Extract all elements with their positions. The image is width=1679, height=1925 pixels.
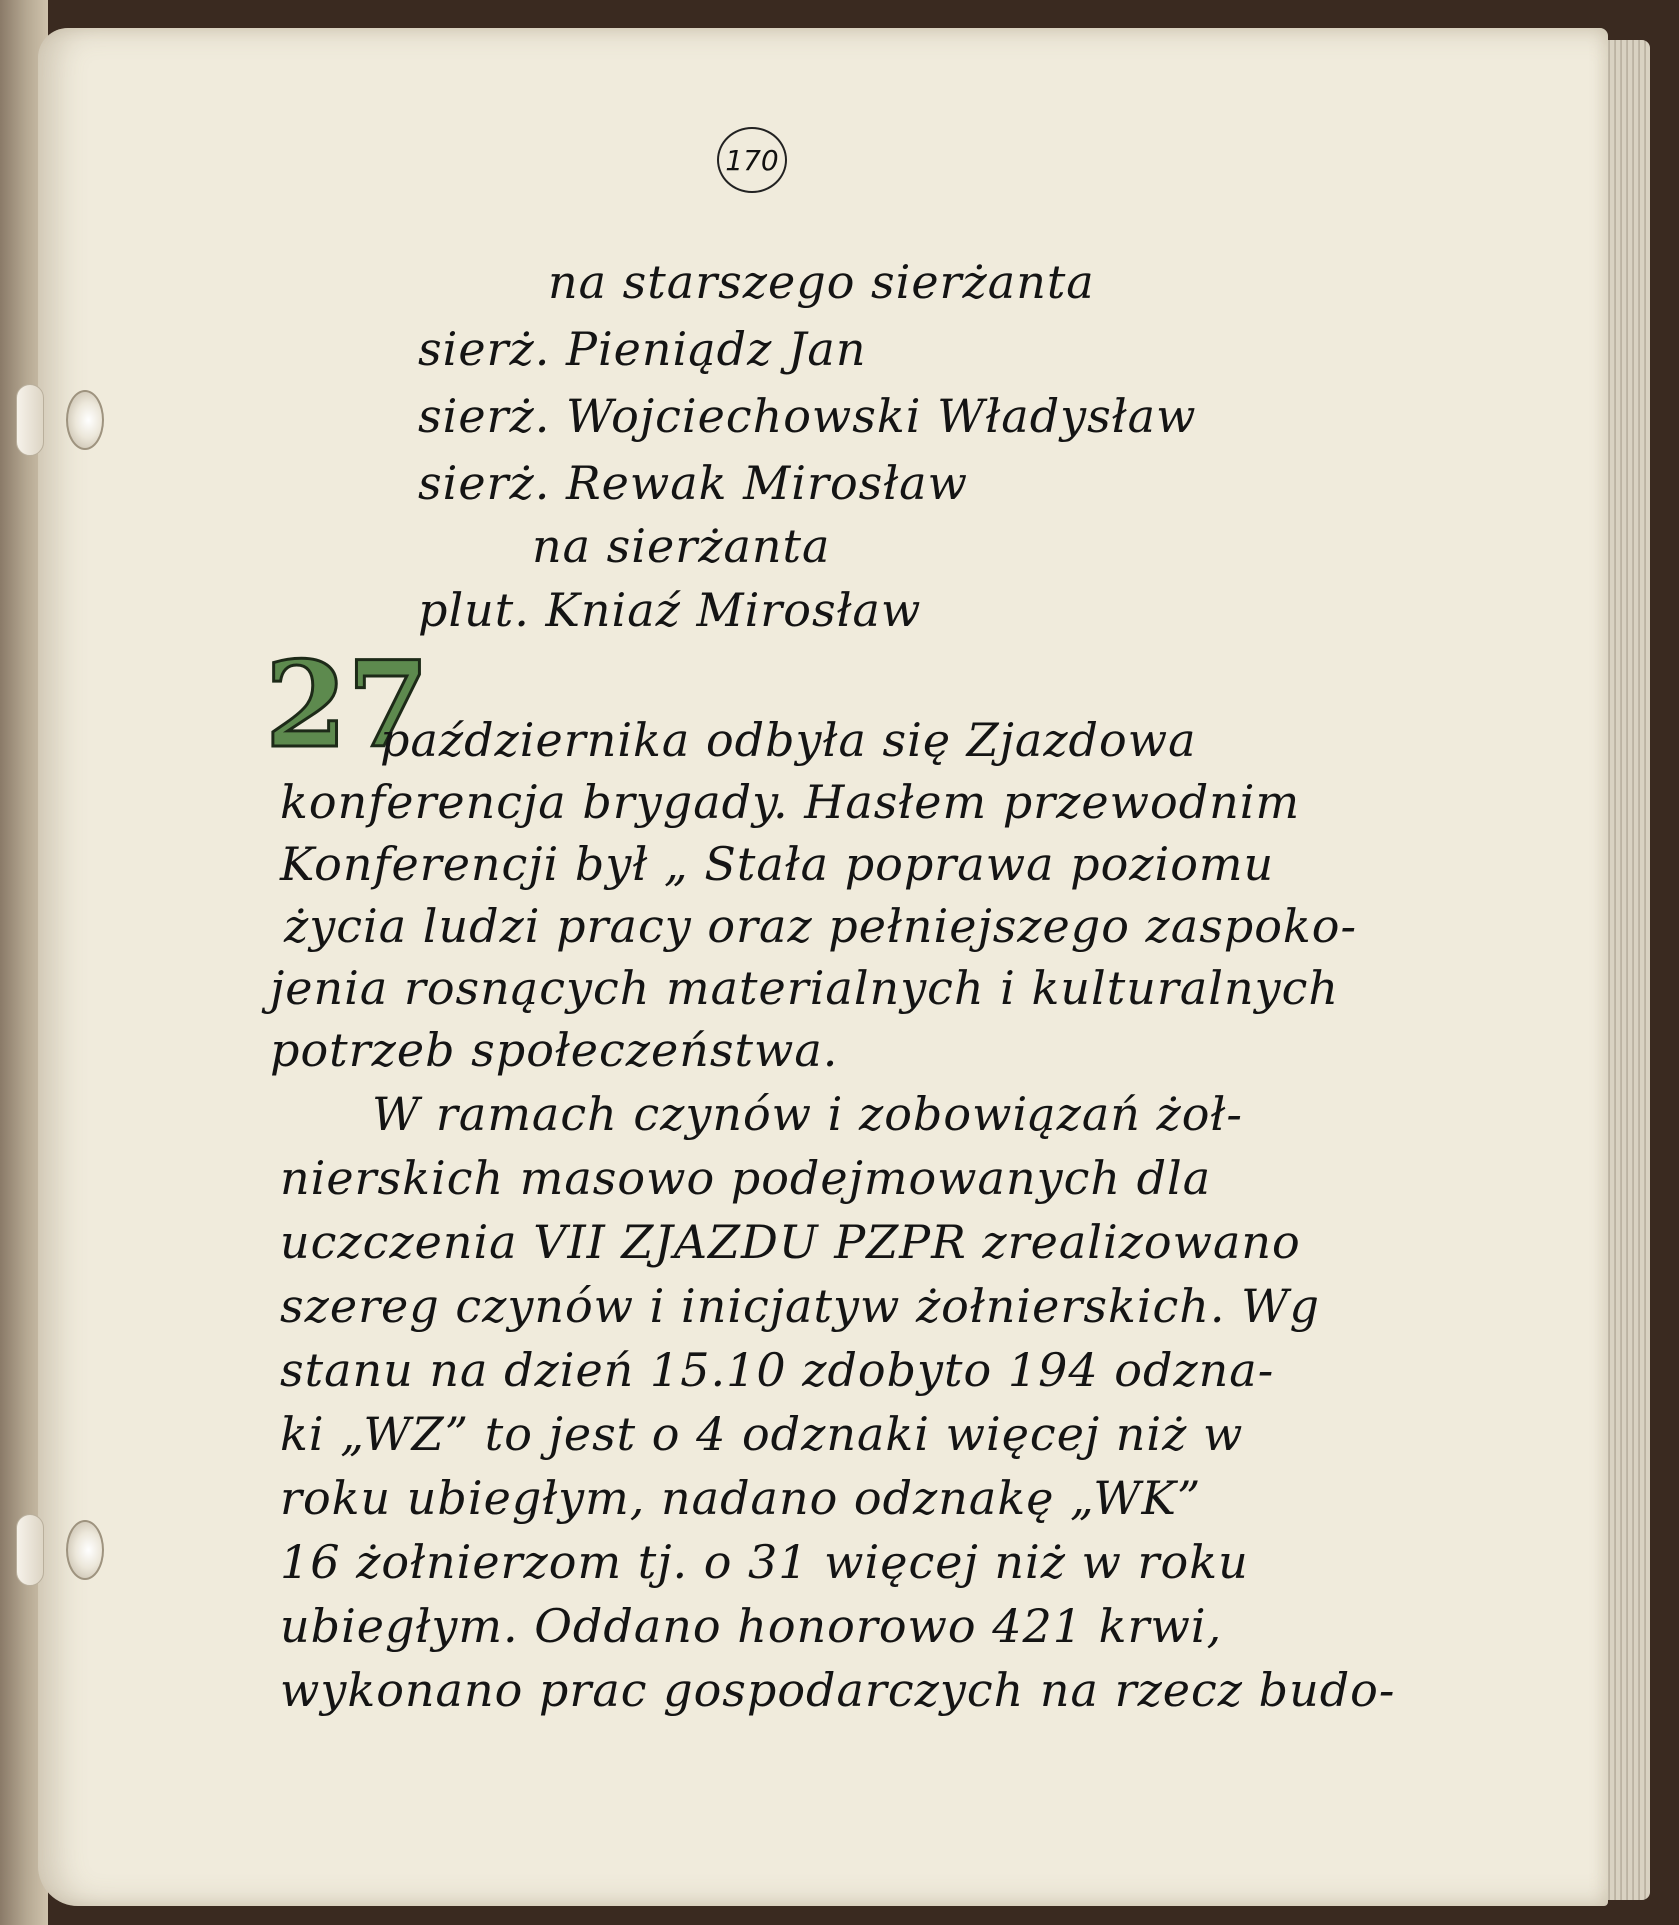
punch-hole-top — [66, 390, 104, 450]
paragraph-line: potrzeb społeczeństwa. — [270, 1023, 839, 1077]
paragraph-line: roku ubiegłym, nadano odznakę „WK” — [280, 1471, 1202, 1525]
paragraph-line: nierskich masowo podejmowanych dla — [280, 1151, 1212, 1205]
paragraph-line: stanu na dzień 15.10 zdobyto 194 odzna- — [280, 1343, 1275, 1397]
dropcap-date: 27 — [265, 635, 430, 774]
header-line: plut. Kniaź Mirosław — [418, 583, 922, 637]
header-line: sierż. Rewak Mirosław — [418, 456, 968, 510]
paragraph-line: W ramach czynów i zobowiązań żoł- — [372, 1087, 1243, 1141]
paragraph-line: życia ludzi pracy oraz pełniejszego zaspoko- — [284, 899, 1358, 953]
paragraph-line: ki „WZ” to jest o 4 odznaki więcej niż w — [280, 1407, 1244, 1461]
header-line: sierż. Wojciechowski Władysław — [418, 389, 1197, 443]
paragraph-line: konferencja brygady. Hasłem przewodnim — [280, 775, 1301, 829]
punch-hole-bottom — [66, 1520, 104, 1580]
binder-ring-bottom — [16, 1514, 44, 1586]
paragraph-line: października odbyła się Zjazdowa — [380, 713, 1197, 767]
folio-number: 170 — [717, 127, 787, 193]
paragraph-line: Konferencji był „ Stała poprawa poziomu — [280, 837, 1275, 891]
header-line: na sierżanta — [532, 519, 831, 573]
paragraph-line: 16 żołnierzom tj. o 31 więcej niż w roku — [280, 1535, 1249, 1589]
paragraph-line: uczczenia VII ZJAZDU PZPR zrealizowano — [280, 1215, 1301, 1269]
header-line: sierż. Pieniądz Jan — [418, 322, 867, 376]
paragraph-line: jenia rosnących materialnych i kulturalnych — [270, 961, 1339, 1015]
paragraph-line: szereg czynów i inicjatyw żołnierskich. Wg — [280, 1279, 1320, 1333]
binder-ring-top — [16, 384, 44, 456]
paragraph-line: ubiegłym. Oddano honorowo 421 krwi, — [280, 1599, 1223, 1653]
paragraph-line: wykonano prac gospodarczych na rzecz budo- — [280, 1663, 1396, 1717]
header-line: na starszego sierżanta — [548, 255, 1095, 309]
